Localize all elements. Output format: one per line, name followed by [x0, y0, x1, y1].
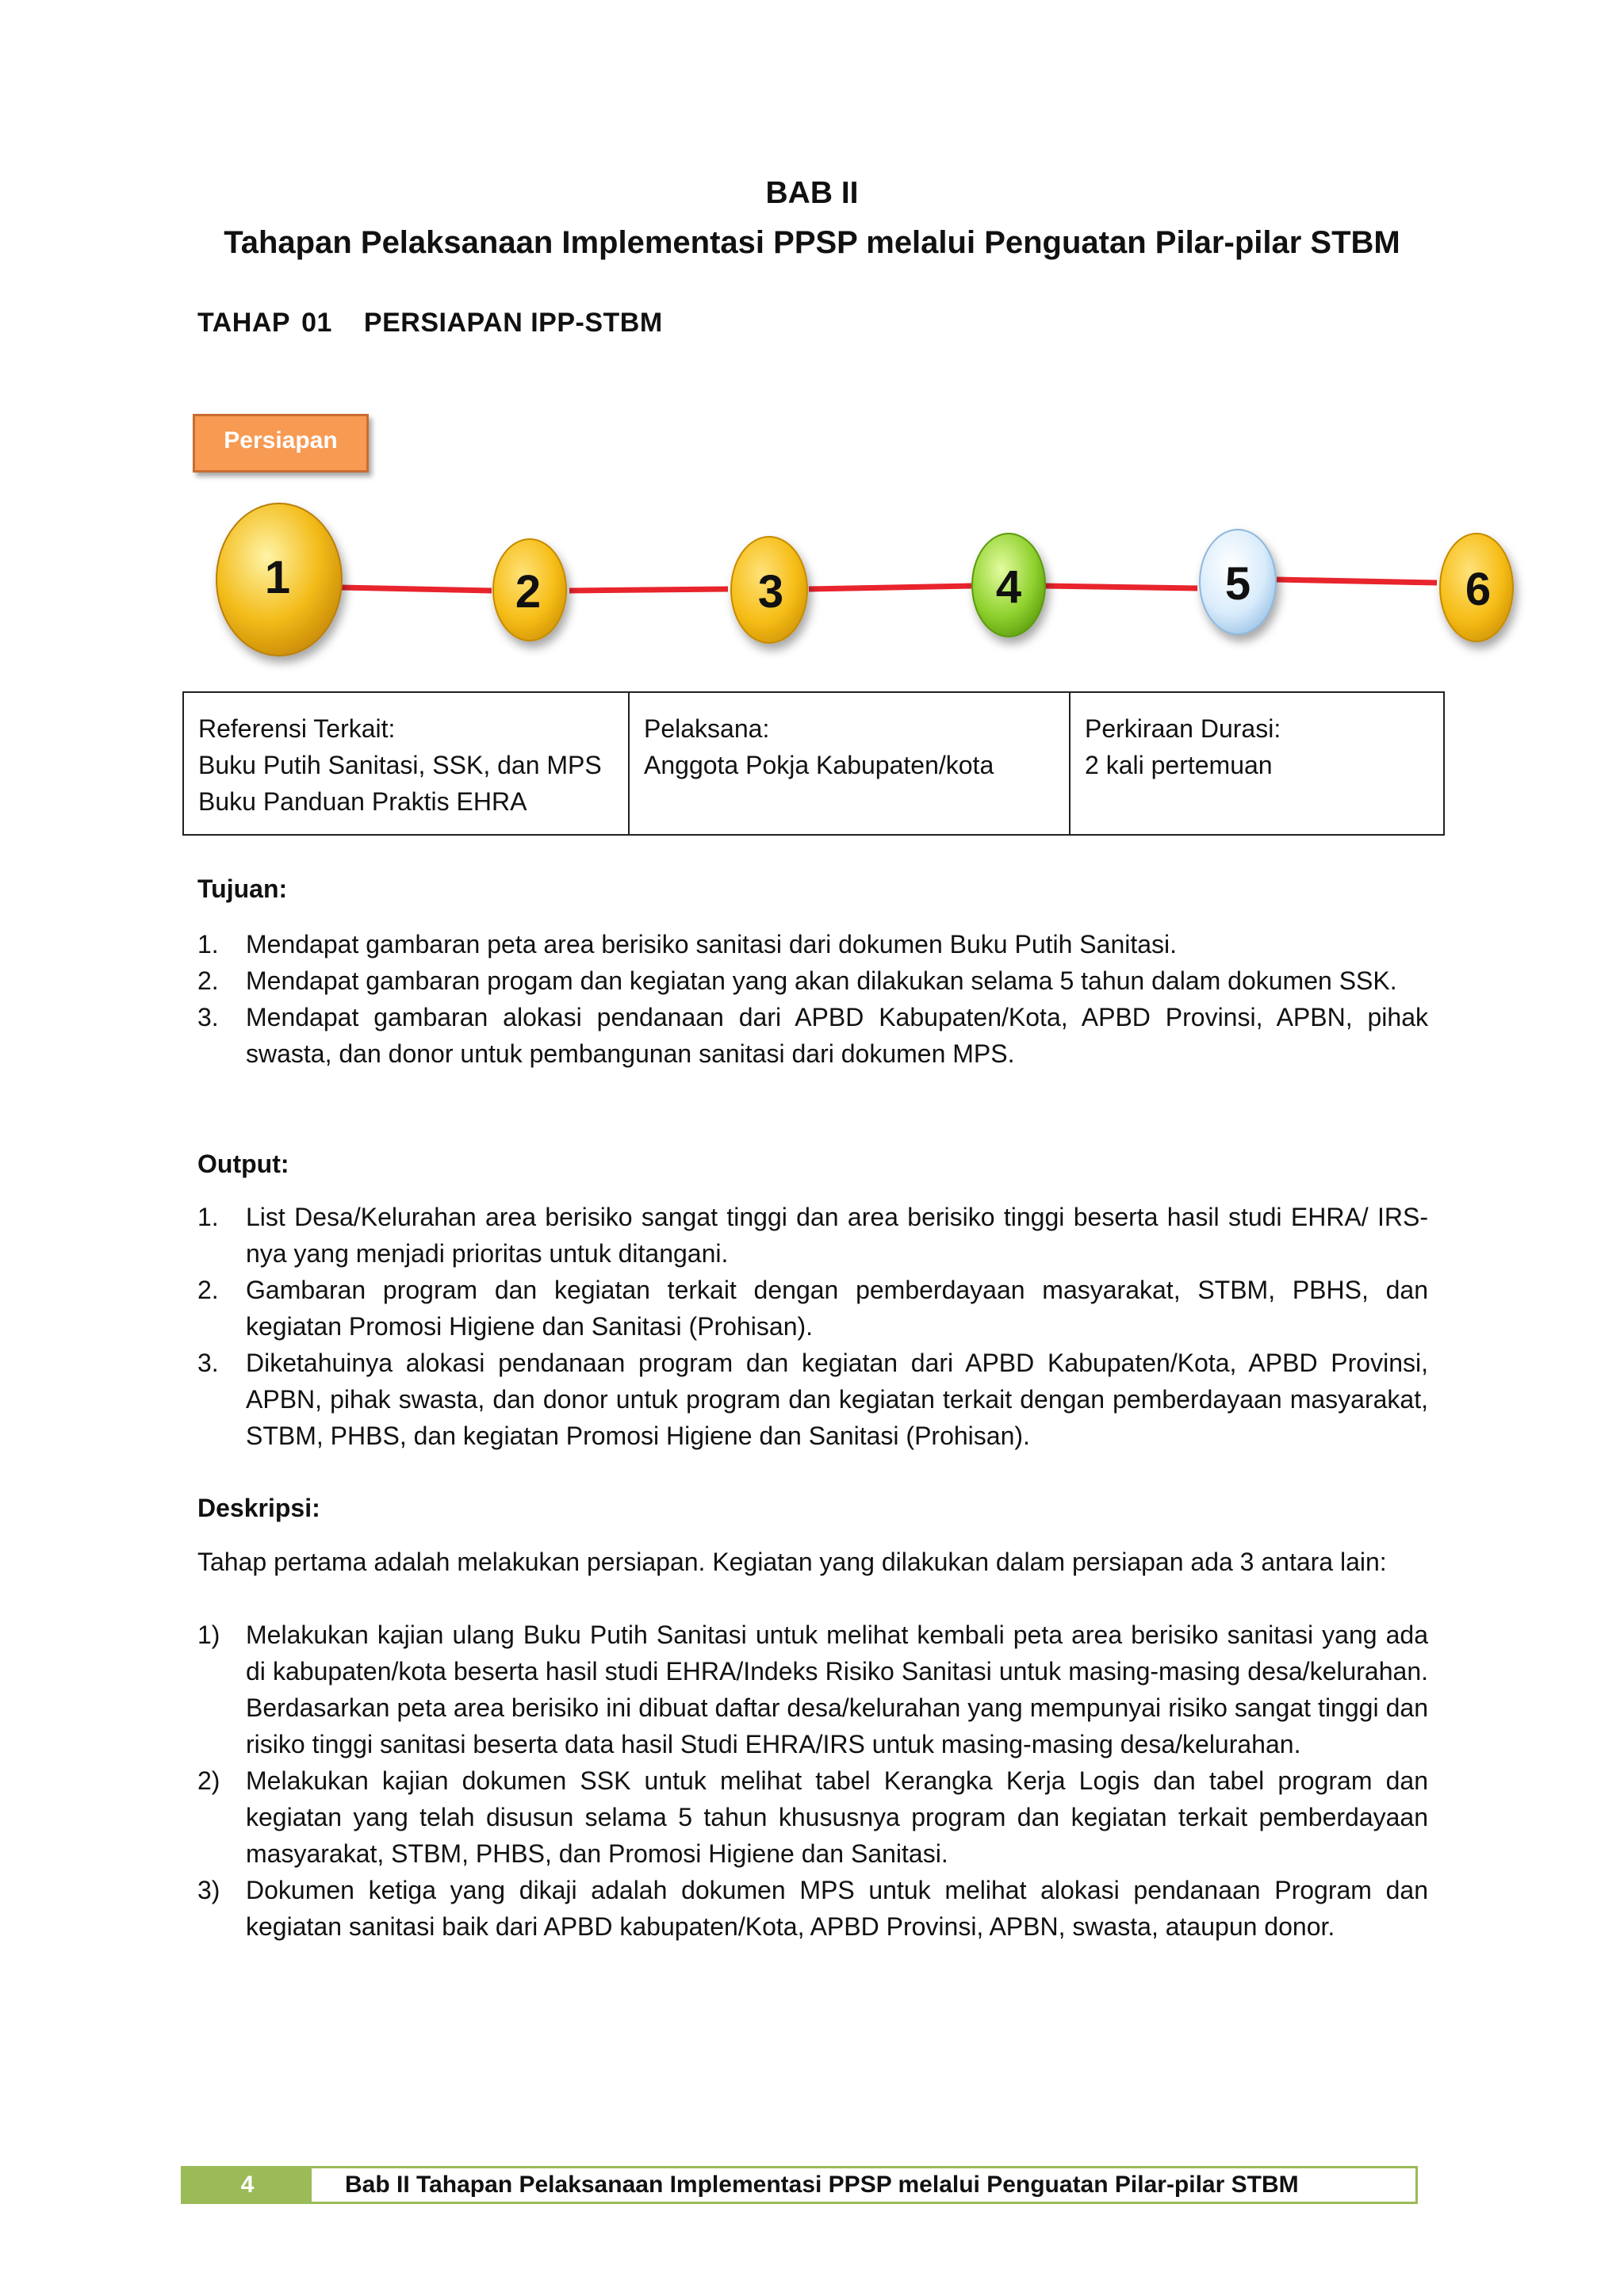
footer-title: Bab II Tahapan Pelaksanaan Implementasi PPSP melalui Penguatan Pilar-pilar STBM — [345, 2172, 1299, 2198]
deskripsi-heading: Deskripsi: — [197, 1494, 320, 1522]
list-item-number: 3. — [197, 1349, 219, 1377]
timeline-step-label: 6 — [1465, 564, 1492, 615]
timeline-step-4 — [972, 534, 1045, 637]
list-item-number: 1. — [197, 1203, 219, 1231]
list-item — [197, 1872, 1428, 1945]
list-item-text: Mendapat gambaran progam dan kegiatan yang akan dilakukan selama 5 tahun dalam dokumen SSK. — [246, 966, 1397, 995]
deskripsi-list — [197, 1617, 1428, 1945]
deskripsi-intro: Tahap pertama adalah melakukan persiapan. Kegiatan yang dilakukan dalam persiapan ada 3 antara lain: — [197, 1548, 1387, 1576]
tujuan-list — [197, 926, 1428, 1072]
list-item-number: 1. — [197, 930, 219, 959]
list-item — [197, 1272, 1428, 1345]
list-item-number: 2. — [197, 1276, 219, 1304]
tujuan-heading: Tujuan: — [197, 874, 288, 903]
list-item-number: 2) — [197, 1766, 220, 1795]
timeline-step-5 — [1200, 530, 1276, 634]
stage-label: TAHAP — [197, 308, 291, 338]
timeline-connector — [1045, 586, 1197, 588]
list-item — [197, 999, 1428, 1072]
output-heading: Output: — [197, 1150, 289, 1178]
timeline-step-label: 1 — [264, 552, 291, 603]
durasi-label: Perkiraan Durasi: — [1085, 714, 1281, 743]
list-item-number: 1) — [197, 1621, 220, 1649]
list-item — [197, 962, 1428, 999]
stage-heading — [197, 308, 663, 339]
list-item-text: Dokumen ketiga yang dikaji adalah dokumen MPS untuk melihat alokasi pendanaan Program dan kegiatan sanitasi baik dari APBD kabupaten/Kota, APBD Provinsi, APBN, swasta, ataupun donor. — [246, 1876, 1428, 1941]
info-table — [182, 691, 1445, 836]
list-item-text: Gambaran program dan kegiatan terkait dengan pemberdayaan masyarakat, STBM, PBHS, dan kegiatan Promosi Higiene dan Sanitasi (Prohisan). — [246, 1276, 1428, 1341]
timeline-step-2 — [493, 539, 566, 641]
timeline-step-label: 3 — [757, 566, 784, 618]
timeline-step-label: 2 — [515, 566, 542, 618]
list-item-number: 2. — [197, 966, 219, 995]
page-footer — [181, 2166, 1418, 2204]
stage-number: 01 — [301, 308, 332, 338]
list-item — [197, 1617, 1428, 1762]
page-title: Tahapan Pelaksanaan Implementasi PPSP melalui Penguatan Pilar-pilar STBM — [224, 225, 1400, 260]
persiapan-tag: Persiapan — [193, 414, 369, 473]
page-number: 4 — [183, 2168, 312, 2202]
referensi-label: Referensi Terkait: — [198, 714, 396, 743]
referensi-line: Buku Panduan Praktis EHRA — [198, 787, 527, 816]
referensi-cell — [183, 692, 629, 835]
timeline-connector — [569, 589, 728, 591]
durasi-line: 2 kali pertemuan — [1085, 751, 1273, 779]
timeline-step-label: 5 — [1224, 558, 1251, 610]
list-item-text: Mendapat gambaran alokasi pendanaan dari APBD Kabupaten/Kota, APBD Provinsi, APBN, pihak swasta, dan donor untuk pembangunan sanitasi dari dokumen MPS. — [246, 1003, 1428, 1068]
timeline-step-3 — [731, 537, 807, 643]
list-item-text: Melakukan kajian dokumen SSK untuk melihat tabel Kerangka Kerja Logis dan tabel program dan kegiatan yang telah disusun selama 5 tahun khususnya program dan kegiatan terkait pemberdayaan masyarakat, STBM, PHBS, dan Promosi Higiene dan Sanitasi. — [246, 1766, 1428, 1868]
timeline-step-label: 4 — [995, 561, 1022, 613]
list-item — [197, 1345, 1428, 1454]
list-item — [197, 1199, 1428, 1272]
timeline-step-6 — [1440, 534, 1513, 641]
list-item-text: Diketahuinya alokasi pendanaan program dan kegiatan dari APBD Kabupaten/Kota, APBD Provinsi, APBN, pihak swasta, dan donor untuk program dan kegiatan terkait dengan pemberdayaan masyarakat, STBM, PHBS, dan kegiatan Promosi Higiene dan Sanitasi (Prohisan). — [246, 1349, 1428, 1450]
timeline-connector — [809, 586, 971, 589]
list-item-text: Melakukan kajian ulang Buku Putih Sanitasi untuk melihat kembali peta area berisiko sanitasi yang ada di kabupaten/kota beserta hasil studi EHRA/Indeks Risiko Sanitasi untuk masing-masing desa/kelurahan. Berdasarkan peta area berisiko ini dibuat daftar desa/kelurahan yang mempunyai risiko sangat tinggi dan risiko tinggi sanitasi beserta data hasil Studi EHRA/IRS untuk masing-masing desa/kelurahan. — [246, 1621, 1428, 1758]
pelaksana-line: Anggota Pokja Kabupaten/kota — [644, 751, 994, 779]
stage-name: PERSIAPAN IPP-STBM — [363, 308, 663, 338]
list-item-text: Mendapat gambaran peta area berisiko sanitasi dari dokumen Buku Putih Sanitasi. — [246, 930, 1178, 959]
list-item-number: 3) — [197, 1876, 220, 1904]
chapter-heading: BAB II — [765, 176, 859, 210]
list-item-text: List Desa/Kelurahan area berisiko sangat tinggi dan area berisiko tinggi beserta hasil studi EHRA/ IRS-nya yang menjadi prioritas untuk ditangani. — [246, 1203, 1428, 1268]
timeline-connector — [341, 587, 492, 591]
list-item-number: 3. — [197, 1003, 219, 1031]
output-list — [197, 1199, 1428, 1454]
referensi-line: Buku Putih Sanitasi, SSK, dan MPS — [198, 751, 602, 779]
timeline — [0, 476, 1624, 682]
list-item — [197, 1762, 1428, 1872]
pelaksana-cell — [629, 692, 1070, 835]
list-item — [197, 926, 1428, 962]
timeline-connector — [1277, 580, 1437, 583]
durasi-cell — [1070, 692, 1444, 835]
timeline-step-1 — [216, 503, 342, 656]
pelaksana-label: Pelaksana: — [644, 714, 770, 743]
